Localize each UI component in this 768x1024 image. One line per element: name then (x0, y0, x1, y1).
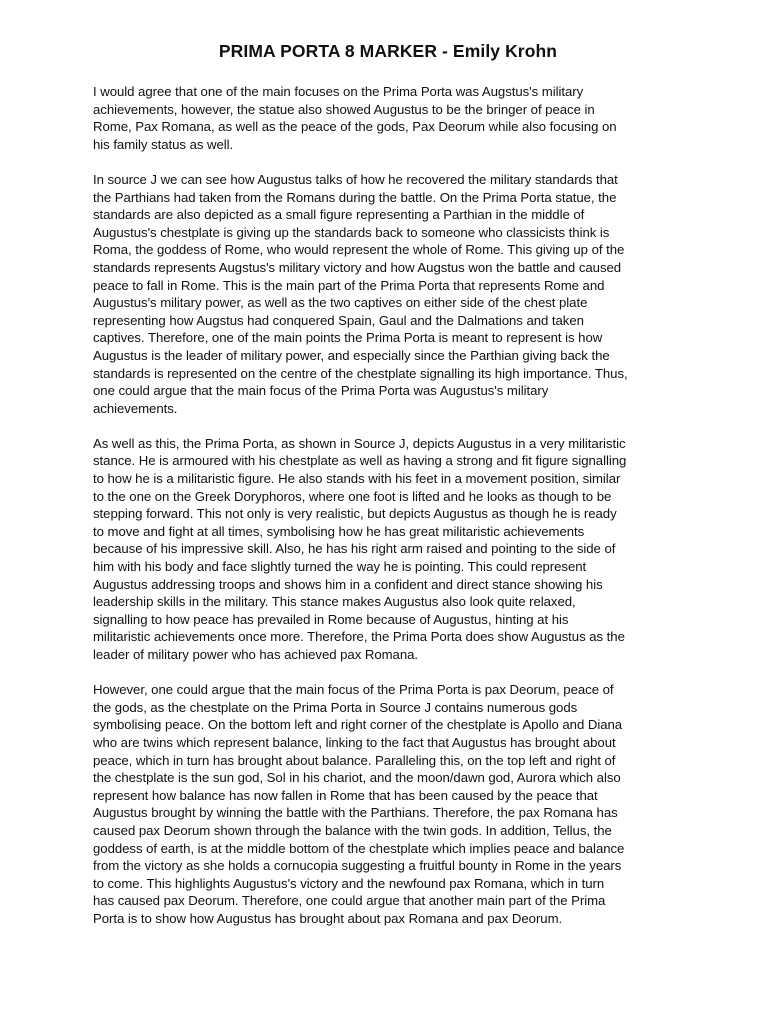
text-line: standards are also depicted as a small figure representing a Parthian in the middle of (93, 207, 585, 223)
text-line: Roma, the goddess of Rome, who would represent the whole of Rome. This giving up of the (93, 242, 625, 258)
text-line: the gods, as the chestplate on the Prima Porta in Source J contains numerous gods (93, 699, 578, 715)
text-line: stepping forward. This not only is very realistic, but depicts Augustus as though he is ready (93, 506, 617, 522)
text-line: who are twins which represent balance, linking to the fact that Augustus has brought about (93, 734, 616, 750)
text-line: representing how Augstus had conquered Spain, Gaul and the Dalmations and taken (93, 312, 584, 328)
text-line: Augustus's chestplate is giving up the standards back to someone who classicists think is (93, 224, 610, 240)
text-line: leader of military power who has achieved pax Romana. (93, 647, 419, 662)
text-line: from the victory as she holds a cornucopia suggesting a fruitful bounty in Rome in the years (93, 858, 622, 874)
paragraph-4 (93, 681, 677, 927)
text-line: stance. He is armoured with his chestplate as well as having a strong and fit figure signalling (93, 453, 627, 469)
text-line: symbolising peace. On the bottom left and right corner of the chestplate is Apollo and Diana (93, 717, 623, 733)
text-line: I would agree that one of the main focuses on the Prima Porta was Augstus's military (93, 84, 584, 99)
text-line: peace to fall in Rome. This is the main part of the Prima Porta that represents Rome and (93, 277, 605, 293)
text-line: Rome, Pax Romana, as well as the peace of the gods, Pax Deorum while also focusing on (93, 119, 617, 135)
text-line: standards is represented on the centre of the chestplate signalling its high importance. Thus, (93, 365, 628, 381)
text-line: Augustus brought by winning the battle with the Parthians. Therefore, the pax Romana has (93, 805, 618, 821)
paragraph-3 (93, 435, 677, 664)
text-line: Augustus's military power, as well as the two captives on either side of the chest plate (93, 295, 588, 311)
text-line: leadership skills in the military. This stance makes Augustus also look quite relaxed, (93, 594, 576, 610)
paragraph-1 (93, 83, 677, 153)
text-line: to come. This highlights Augustus's victory and the newfound pax Romana, which in turn (93, 875, 605, 891)
text-line: the chestplate is the sun god, Sol in his chariot, and the moon/dawn god, Aurora which also (93, 770, 621, 786)
text-line: Augustus is the leader of military power, and especially since the Parthian giving back the (93, 347, 610, 363)
text-line: Augustus addressing troops and shows him in a confident and direct stance showing his (93, 576, 603, 592)
text-line: represent how balance has now fallen in Rome that has been caused by the peace that (93, 787, 598, 803)
text-line: to how he is a militaristic figure. He also stands with his feet in a movement position, similar (93, 471, 621, 487)
text-line: goddess of earth, is at the middle bottom of the chestplate which implies peace and balance (93, 840, 625, 856)
text-line: peace, which in turn has brought about balance. Paralleling this, on the top left and right of (93, 752, 616, 768)
text-line: In source J we can see how Augustus talks of how he recovered the military standards that (93, 171, 618, 187)
text-line: has caused pax Deorum. Therefore, one could argue that another main part of the Prima (93, 893, 606, 909)
text-line: achievements. (93, 400, 178, 416)
text-line: achievements, however, the statue also showed Augustus to be the bringer of peace in (93, 101, 595, 117)
text-line: signalling to how peace has prevailed in Rome because of Augustus, hinting at his (93, 611, 569, 627)
text-line: militaristic achievements once more. Therefore, the Prima Porta does show Augustus as the (93, 629, 625, 645)
text-line: to the one on the Greek Doryphoros, where one foot is lifted and he looks as though to be (93, 488, 612, 504)
document-title: PRIMA PORTA 8 MARKER - Emily Krohn (218, 41, 558, 61)
text-line: standards represents Augstus's military victory and how Augstus won the battle and caused (93, 259, 622, 275)
text-line: one could argue that the main focus of the Prima Porta was Augustus's military (93, 383, 549, 399)
text-line: Porta is to show how Augustus has brought about pax Romana and pax Deorum. (93, 910, 563, 926)
text-line: caused pax Deorum shown through the balance with the twin gods. In addition, Tellus, the (93, 822, 612, 838)
text-line: captives. Therefore, one of the main points the Prima Porta is meant to represent is how (93, 330, 603, 346)
text-line: his family status as well. (93, 136, 234, 152)
text-line: However, one could argue that the main focus of the Prima Porta is pax Deorum, peace of (93, 682, 614, 698)
text-line: As well as this, the Prima Porta, as shown in Source J, depicts Augustus in a very militaristic (93, 435, 626, 451)
paragraph-2 (93, 171, 677, 417)
text-line: the Parthians had taken from the Romans during the battle. On the Prima Porta statue, the (93, 189, 617, 205)
text-line: because of his impressive skill. Also, he has his right arm raised and pointing to the side of (93, 541, 616, 557)
text-line: to move and fight at all times, symbolising how he has great militaristic achievements (93, 523, 585, 539)
text-line: him with his body and face slightly turned the way he is pointing. This could represent (93, 559, 587, 575)
